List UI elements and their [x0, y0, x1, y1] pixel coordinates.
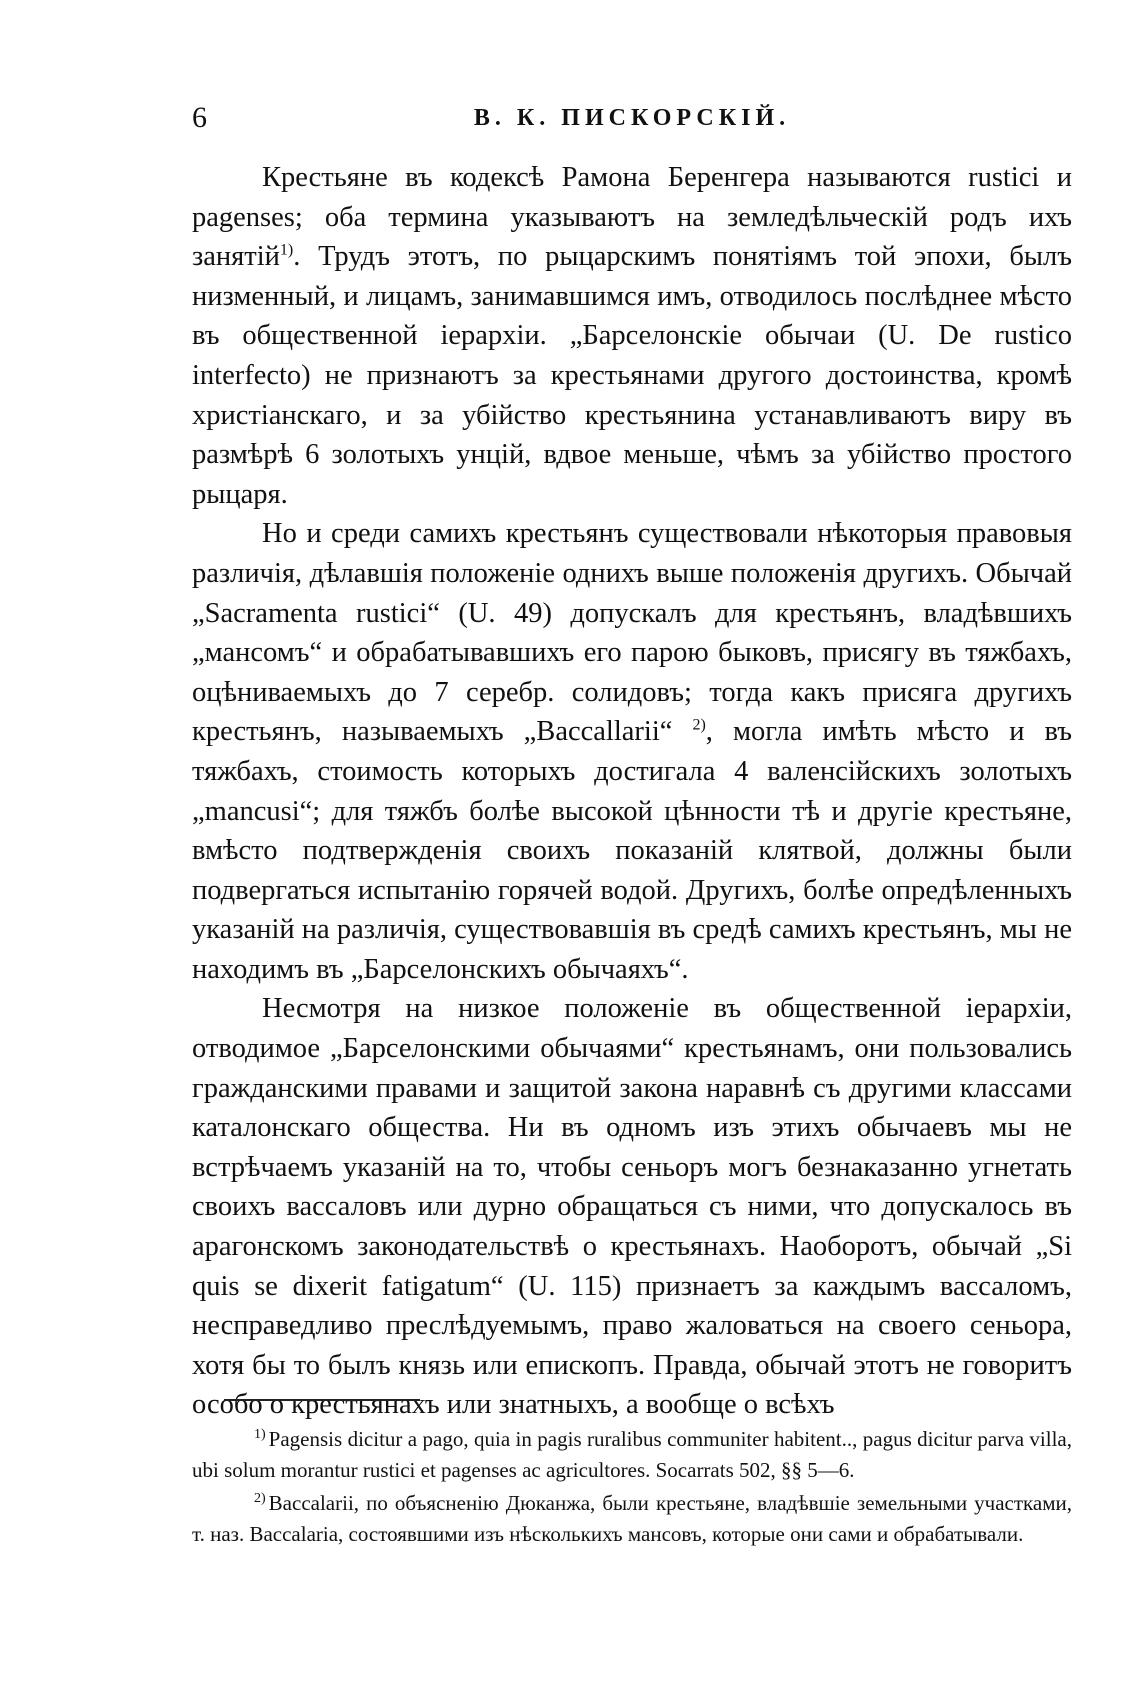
footnote-1	[192, 1424, 1072, 1486]
footnote-1-number: 1)	[254, 1427, 266, 1442]
footnotes	[192, 1424, 1072, 1552]
footnote-2	[192, 1488, 1072, 1550]
footnote-2-text: Baccalarii, по объясненію Дюканжа, были крестьяне, владѣвшіе земельными участками, т. наз. Baccalaria, состоявшими изъ нѣсколькихъ мансовъ, которые они сами и обрабатывали.	[192, 1491, 1072, 1546]
footnote-ref-1: 1)	[279, 241, 294, 259]
footnote-ref-2: 2)	[692, 716, 706, 734]
footnote-divider	[224, 1399, 420, 1401]
paragraph-1-text-a: Крестьяне въ кодексѣ Рамона Беренгера называются rustici и pagenses; оба термина указываютъ на земледѣльческій родъ ихъ занятій	[192, 162, 1072, 273]
paragraph-2	[192, 514, 1072, 989]
paragraph-3: Несмотря на низкое положеніе въ общественной іерархіи, отводимое „Барселонскими обычаями“ крестьянамъ, они пользовались гражданскими правами и защитой закона наравнѣ съ другими классами каталонскаго общества. Ни въ одномъ изъ этихъ обычаевъ мы не встрѣчаемъ указаній на то, чтобы сеньоръ могъ безнаказанно угнетать своихъ вассаловъ или дурно обращаться съ ними, что допускалось въ арагонскомъ законодательствѣ о крестьянахъ. Наоборотъ, обычай „Si quis se dixerit fatigatum“ (U. 115) признаетъ за каждымъ вассаломъ, несправедливо преслѣдуемымъ, право жаловаться на своего сеньора, хотя бы то былъ князь или епископъ. Правда, обычай этотъ не говоритъ особо о крестьянахъ или знатныхъ, а вообще о всѣхъ	[192, 993, 1072, 1421]
running-head	[192, 98, 1072, 138]
paragraph-2-text-a: Но и среди самихъ крестьянъ существовали нѣкоторыя правовыя различія, дѣлавшія положеніе однихъ выше положенія другихъ. Обычай „Sacramenta rustici“ (U. 49) допускалъ для крестьянъ, владѣвшихъ „мансомъ“ и обрабатывавшихъ его парою быковъ, присягу въ тяжбахъ, оцѣниваемыхъ до 7 серебр. солидовъ; тогда какъ присяга другихъ крестьянъ, называемыхъ „Baccallarii“	[192, 518, 1072, 748]
paragraph-2-text-b: , могла имѣть мѣсто и въ тяжбахъ, стоимость которыхъ достигала 4 валенсійскихъ золотыхъ „mancusi“; для тяжбъ болѣе высокой цѣнности тѣ и другіе крестьяне, вмѣсто подтвержденія своихъ показаній клятвой, должны были подвергаться испытанію горячей водой. Другихъ, болѣе опредѣленныхъ указаній на различія, существовавшія въ средѣ самихъ крестьянъ, мы не находимъ въ „Барселонскихъ обычаяхъ“.	[192, 716, 1072, 985]
running-title: В. К. ПИСКОРСКІЙ.	[473, 105, 791, 131]
main-text	[192, 158, 1072, 1425]
paragraph-1	[192, 158, 1072, 514]
paragraph-1-text-b: . Трудъ этотъ, по рыцарскимъ понятіямъ той эпохи, былъ низменный, и лицамъ, занимавшимся имъ, отводилось послѣднее мѣсто въ общественной іерархіи. „Барселонскіе обычаи (U. De rustico interfecto) не признаютъ за крестьянами другого достоинства, кромѣ христіанскаго, и за убійство крестьянина устанавливаютъ виру въ размѣрѣ 6 золотыхъ унцій, вдвое меньше, чѣмъ за убійство простого рыцаря.	[192, 241, 1072, 510]
footnote-2-number: 2)	[254, 1491, 266, 1506]
footnote-1-text: Pagensis dicitur a pago, quia in pagis ruralibus communiter habitent.., pagus dicitur parva villa, ubi solum morantur rustici et pagenses ac agricultores. Socarrats 502, §§ 5—6.	[192, 1427, 1072, 1482]
page-number: 6	[192, 101, 207, 134]
